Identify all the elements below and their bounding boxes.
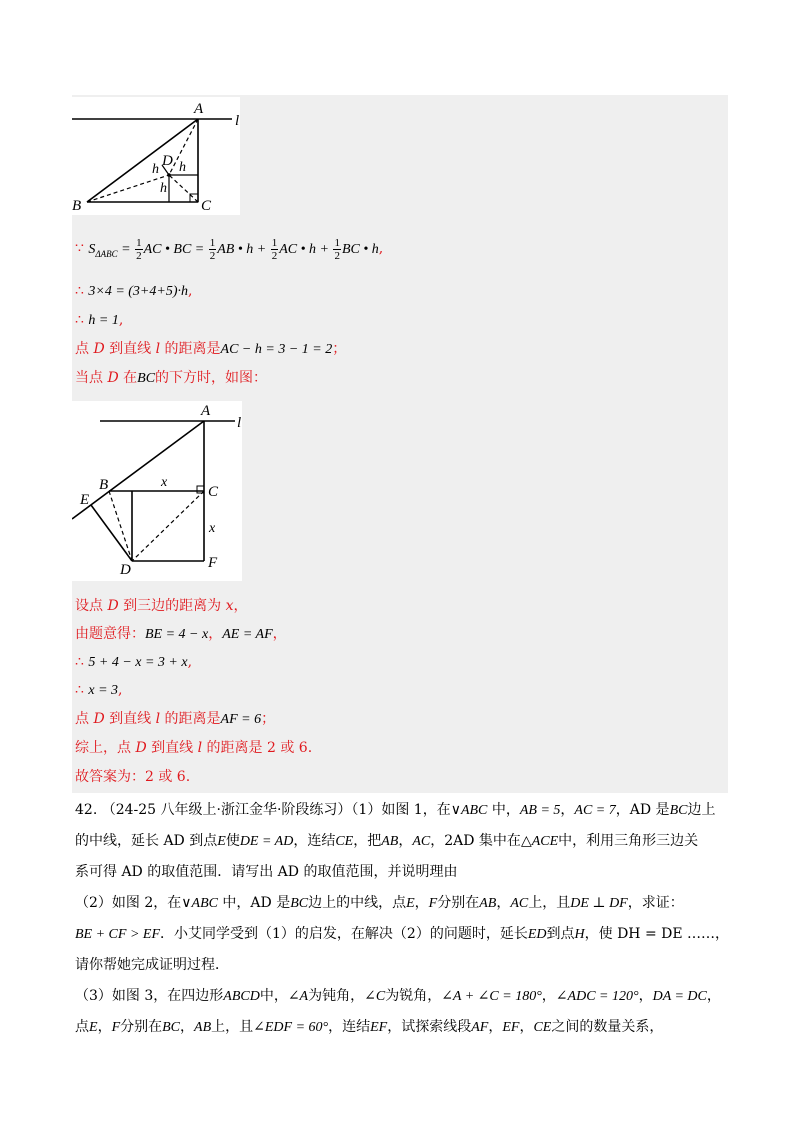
problem42-line2: 的中线，延长 AD 到点E使DE = AD，连结CE，把AB，AC，2AD 集中在△ACE中，利用三角形三边关 — [75, 833, 699, 849]
label-h-1: h — [152, 162, 159, 177]
problem42-line6: 请你帮她完成证明过程． — [75, 957, 229, 973]
solution1-line4: 点 D 到直线 l 的距离是AC − h = 3 − 1 = 2； — [75, 341, 347, 357]
line-through-a-b-e — [72, 421, 204, 519]
solution2-line7: 故答案为：2 或 6. — [75, 769, 191, 785]
label-l: l — [237, 415, 242, 431]
solution2-line1: 设点 D 到三边的距离为 x， — [75, 598, 248, 614]
solution2-line4: ∴ x = 3, — [75, 682, 123, 698]
solution2-line6: 综上，点 D 到直线 l 的距离是 2 或 6. — [75, 740, 313, 756]
solution1-line5: 当点 D 在BC的下方时，如图： — [75, 370, 268, 386]
solution1-line3: ∴ h = 1, — [75, 312, 124, 328]
label-l: l — [235, 113, 240, 129]
problem42-line8: 点E，F分别在BC，AB上，且∠EDF = 60°，连结EF，试探索线段AF，EF，CE之间的数量关系， — [75, 1019, 664, 1035]
segment-bd — [109, 491, 132, 561]
label-d: D — [120, 562, 131, 578]
solution1-line1: ∵ $S_{\Delta ABC}$ = $\frac{1}{2}$ AC • BC = $\frac{1}{2}$ AB • h + $\frac{1}{2}$ AC • h + $\frac{1}{2}$ BC • h, — [75, 237, 384, 262]
label-c: C — [201, 198, 212, 214]
label-h-3: h — [160, 181, 167, 196]
solution2-line5: 点 D 到直线 l 的距离是AF = 6； — [75, 711, 276, 727]
problem42-line4: （2）如图 2，在∨ABC 中，AD 是BC边上的中线，点E，F分别在AB，AC上，且DE ⊥ DF，求证： — [75, 895, 684, 911]
label-a: A — [194, 101, 204, 117]
label-d: D — [162, 153, 173, 169]
problem42-line1: 42. （24-25 八年级上·浙江金华·阶段练习）（1）如图 1，在∨ABC 中，AB = 5，AC = 7，AD 是BC边上 — [75, 802, 716, 818]
figure-2 — [72, 401, 242, 581]
label-f: F — [208, 555, 218, 571]
label-a: A — [201, 403, 211, 419]
solution1-line2: ∴ 3×4 = (3+4+5)·h, — [75, 283, 193, 299]
segment-ed — [91, 505, 132, 561]
label-b: B — [99, 477, 109, 493]
solution2-line2: 由题意得：BE = 4 − x，AE = AF， — [75, 626, 287, 642]
label-h-2: h — [179, 160, 186, 175]
problem42-line3: 系可得 AD 的取值范围．请写出 AD 的取值范围，并说明理由 — [75, 864, 458, 880]
figure-1 — [72, 97, 240, 215]
label-x-1: x — [161, 475, 168, 490]
label-x-2: x — [209, 521, 216, 536]
problem42-line5: BE + CF > EF．小艾同学受到（1）的启发，在解决（2）的问题时，延长ED到点H，使 DH = DE ……， — [75, 926, 730, 942]
label-e: E — [80, 492, 90, 508]
problem42-line7: （3）如图 3，在四边形ABCD中，∠A为钝角，∠C为锐角，∠A + ∠C = 180°，∠ADC = 120°，DA = DC， — [75, 988, 721, 1004]
segment-bd — [87, 175, 169, 202]
solution2-line3: ∴ 5 + 4 − x = 3 + x, — [75, 654, 193, 670]
segment-cd — [132, 491, 204, 561]
label-c: C — [208, 484, 219, 500]
segment-cd — [169, 175, 198, 202]
label-b: B — [72, 198, 82, 214]
